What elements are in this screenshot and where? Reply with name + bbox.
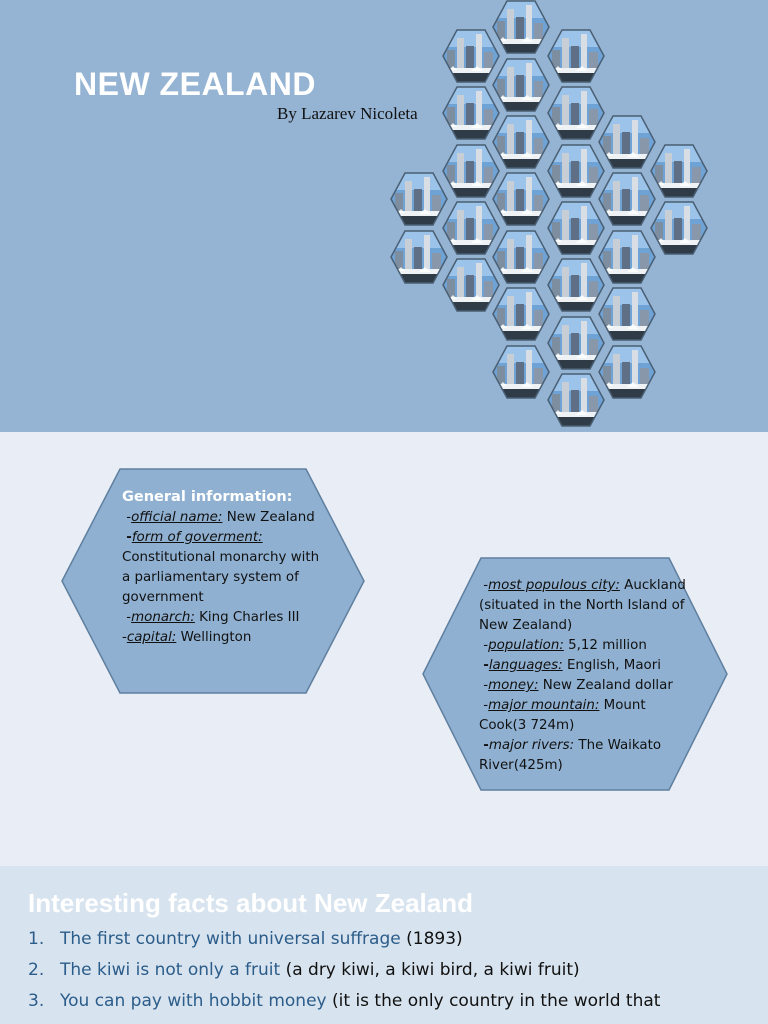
city-hexagon-image bbox=[546, 314, 606, 372]
general-info-heading: General information: bbox=[122, 489, 293, 505]
city-hexagon-image bbox=[491, 56, 551, 114]
city-hexagon-image bbox=[546, 199, 606, 257]
city-hexagon-image bbox=[491, 113, 551, 171]
city-hexagon-image bbox=[649, 142, 709, 200]
cover-slide bbox=[0, 0, 768, 432]
facts-slide bbox=[0, 866, 768, 1024]
general-info-hexagon bbox=[60, 467, 366, 695]
city-hexagon-image bbox=[441, 84, 501, 142]
city-hexagon-image bbox=[597, 343, 657, 401]
info-row-languages: -languages: English, Maori bbox=[483, 658, 661, 673]
more-info-text bbox=[479, 576, 689, 776]
city-hexagon-image bbox=[491, 170, 551, 228]
city-hexagon-collage bbox=[0, 0, 768, 432]
info-row-city: -most populous city: Auckland (situated in the North Island of New Zealand) bbox=[479, 578, 686, 633]
fact-item: 3. You can pay with hobbit money (it is the only country in the world that bbox=[28, 991, 661, 1011]
general-info-text bbox=[122, 487, 322, 648]
more-info-hexagon bbox=[421, 556, 729, 792]
facts-title: Interesting facts about New Zealand bbox=[28, 888, 473, 918]
info-row-mountain: -major mountain: Mount Cook(3 724m) bbox=[479, 698, 646, 733]
info-row-official-name: -official name: New Zealand bbox=[122, 510, 315, 525]
author-byline: By Lazarev Nicoleta bbox=[277, 104, 418, 123]
city-hexagon-image bbox=[597, 285, 657, 343]
city-hexagon-image bbox=[491, 0, 551, 56]
info-slide bbox=[0, 432, 768, 866]
city-hexagon-image bbox=[441, 27, 501, 85]
fact-item: 1. The first country with universal suffrage (1893) bbox=[28, 929, 463, 949]
city-hexagon-image bbox=[491, 343, 551, 401]
city-hexagon-image bbox=[441, 256, 501, 314]
city-hexagon-image bbox=[546, 371, 606, 429]
facts-list bbox=[28, 928, 758, 1021]
city-hexagon-image bbox=[597, 170, 657, 228]
city-hexagon-image bbox=[546, 142, 606, 200]
city-hexagon-image bbox=[649, 199, 709, 257]
city-hexagon-image bbox=[597, 113, 657, 171]
info-row-government: -form of goverment: Constitutional monarchy with a parliamentary system of government bbox=[122, 530, 320, 605]
city-hexagon-image bbox=[546, 27, 606, 85]
presentation-title: NEW ZEALAND bbox=[74, 66, 316, 102]
city-hexagon-image bbox=[546, 256, 606, 314]
city-hexagon-image bbox=[597, 228, 657, 286]
city-hexagon-image bbox=[546, 84, 606, 142]
city-hexagon-image bbox=[491, 285, 551, 343]
info-row-money: -money: New Zealand dollar bbox=[479, 678, 673, 693]
city-hexagon-image bbox=[491, 228, 551, 286]
info-row-monarch: -monarch: King Charles III bbox=[122, 610, 300, 625]
city-hexagon-image bbox=[389, 170, 449, 228]
info-row-capital: -capital: Wellington bbox=[122, 630, 252, 645]
fact-item: 2. The kiwi is not only a fruit (a dry kiwi, a kiwi bird, a kiwi fruit) bbox=[28, 960, 580, 980]
info-row-population: -population: 5,12 million bbox=[479, 638, 647, 653]
city-hexagon-image bbox=[441, 199, 501, 257]
city-hexagon-image bbox=[389, 228, 449, 286]
city-hexagon-image bbox=[441, 142, 501, 200]
info-row-rivers: -major rivers: The Waikato River(425m) bbox=[479, 738, 662, 773]
